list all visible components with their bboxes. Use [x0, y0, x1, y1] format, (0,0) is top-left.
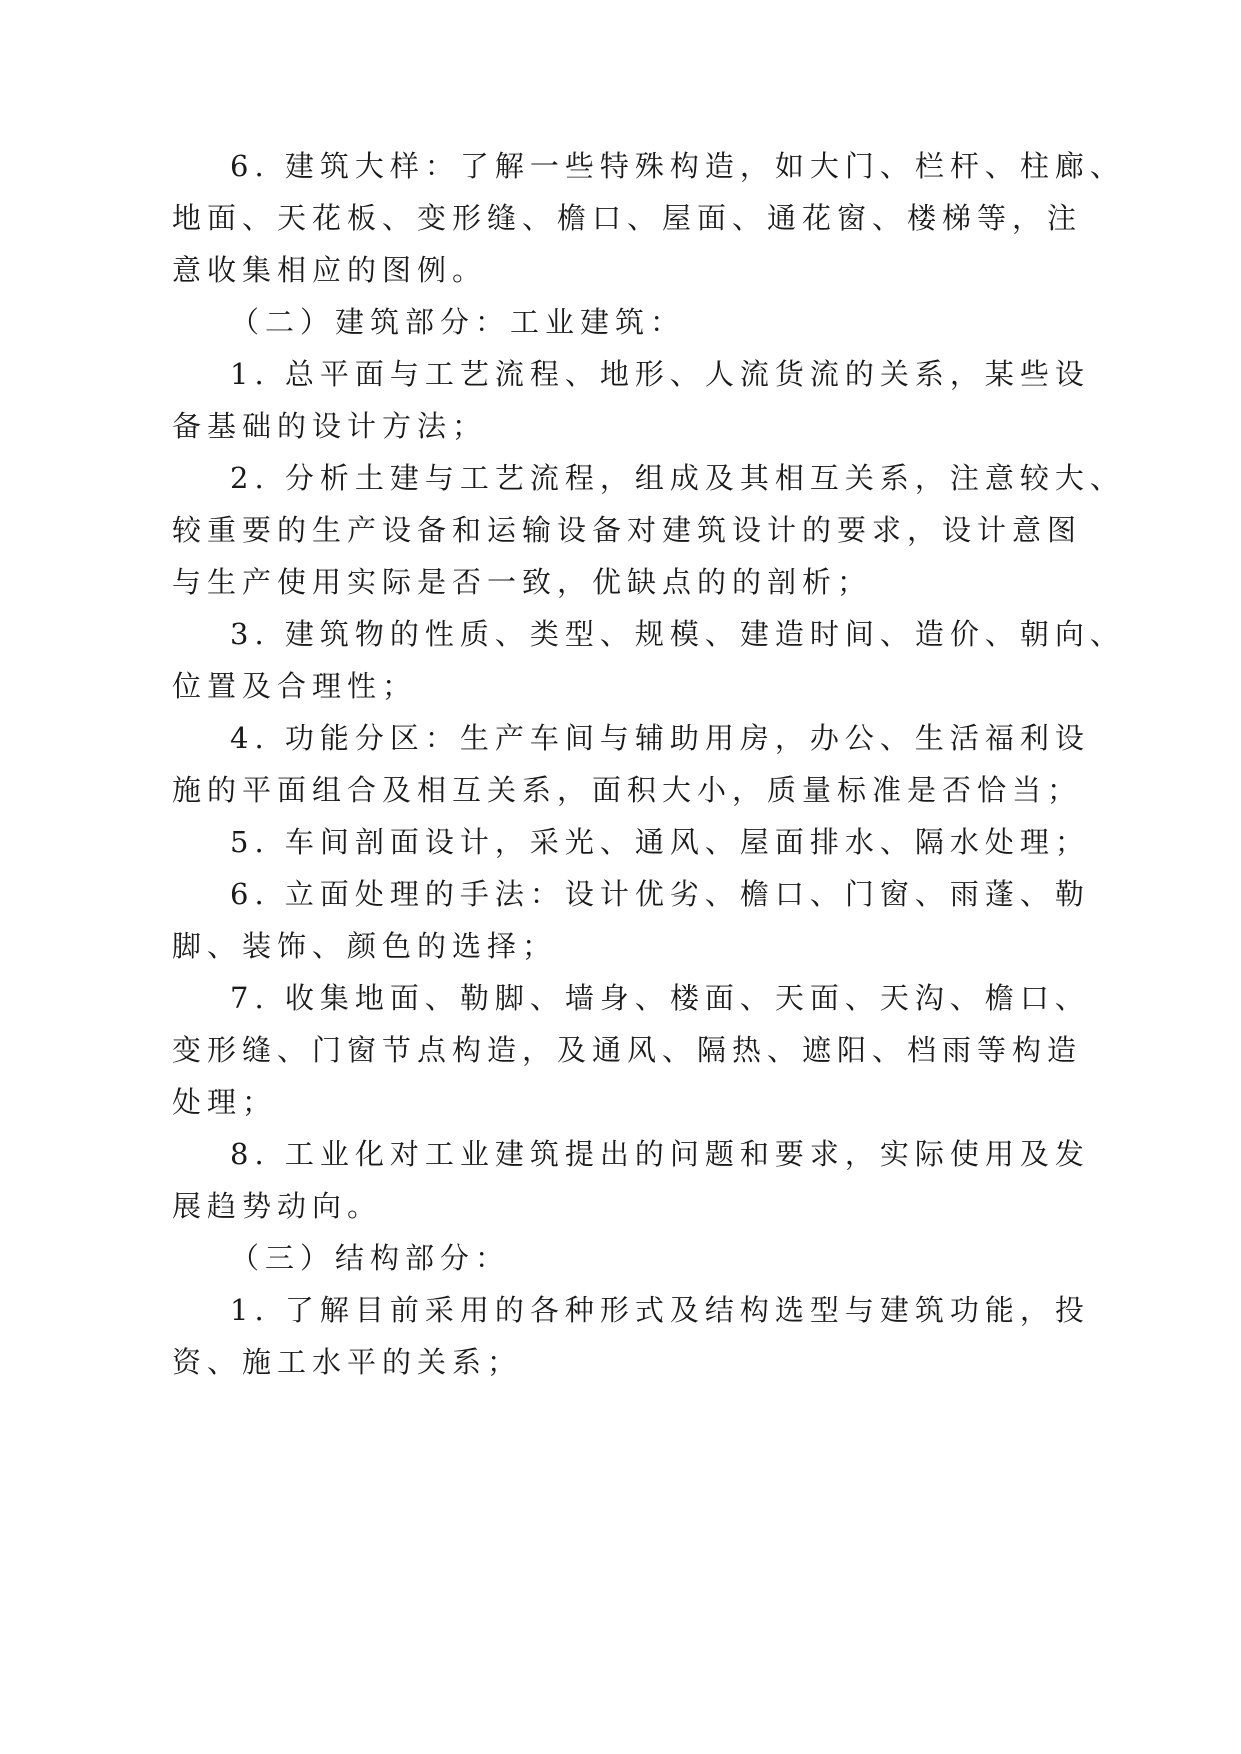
text-line: 3. 建筑物的性质、类型、规模、建造时间、造价、朝向、 [230, 617, 1125, 651]
text-line: 5. 车间剖面设计，采光、通风、屋面排水、隔水处理； [230, 825, 1090, 859]
text-line: 变形缝、门窗节点构造，及通风、隔热、遮阳、档雨等构造 [172, 1033, 1083, 1067]
text-line: 较重要的生产设备和运输设备对建筑设计的要求，设计意图 [172, 513, 1083, 547]
text-line: 2. 分析土建与工艺流程，组成及其相互关系，注意较大、 [230, 461, 1125, 495]
text-line: 地面、天花板、变形缝、檐口、屋面、通花窗、楼梯等，注 [172, 201, 1083, 235]
text-line: 8. 工业化对工业建筑提出的问题和要求，实际使用及发 [230, 1137, 1090, 1171]
text-line: 脚、装饰、颜色的选择； [172, 929, 558, 963]
section-heading: （二）建筑部分：工业建筑： [230, 305, 686, 339]
text-line: 展趋势动向。 [172, 1189, 383, 1223]
text-line: 6. 建筑大样：了解一些特殊构造，如大门、栏杆、柱廊、 [230, 149, 1125, 183]
text-line: 4. 功能分区：生产车间与辅助用房，办公、生活福利设 [230, 721, 1090, 755]
text-line: 施的平面组合及相互关系，面积大小，质量标准是否恰当； [172, 773, 1083, 807]
text-line: 意收集相应的图例。 [172, 253, 488, 287]
text-line: 备基础的设计方法； [172, 409, 488, 443]
text-line: 资、施工水平的关系； [172, 1345, 523, 1379]
text-line: 1. 了解目前采用的各种形式及结构选型与建筑功能，投 [230, 1293, 1090, 1327]
text-line: 处理； [172, 1085, 278, 1119]
section-heading: （三）结构部分： [230, 1241, 511, 1275]
text-line: 与生产使用实际是否一致，优缺点的的剖析； [172, 565, 873, 599]
text-line: 1. 总平面与工艺流程、地形、人流货流的关系，某些设 [230, 357, 1090, 391]
text-line: 6. 立面处理的手法：设计优劣、檐口、门窗、雨蓬、勒 [230, 877, 1090, 911]
text-line: 位置及合理性； [172, 669, 418, 703]
text-line: 7. 收集地面、勒脚、墙身、楼面、天面、天沟、檐口、 [230, 981, 1090, 1015]
